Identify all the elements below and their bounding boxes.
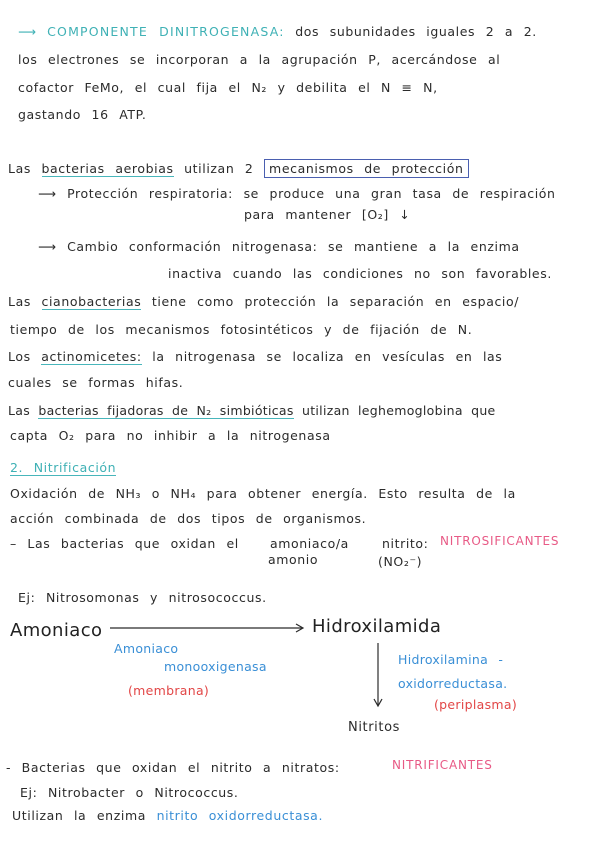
text: tiene como protección la separación en espacio/ [151,294,520,309]
nitrito-oxidorreductasa-term: nitrito oxidorreductasa. [156,808,324,823]
enzyme1-location: (membrana) [128,683,210,698]
cyanobacteria-line [8,294,519,309]
symbiotic-bacteria-term: bacterias fijadoras de N₂ simbióticas [38,403,294,418]
nitrosificantes-line [10,536,239,551]
amoniaco-node: Amoniaco [10,620,103,641]
dinitrogenasa-heading-line [18,24,537,39]
actinomycetes-line [8,349,502,364]
text-line: inactiva cuando las condiciones no son favorables. [168,266,552,281]
protection-item-respiratory [38,186,556,201]
nitrificantes-label: NITRIFICANTES [392,758,493,772]
aerobic-bacteria-term: bacterias aerobias [41,161,174,176]
text: Las [8,403,31,418]
text-line: capta O₂ para no inhibir a la nitrogenasa [10,428,331,443]
text-line: los electrones se incorporan a la agrupación P, acercándose al [18,52,501,67]
section-title-dinitrogenasa: COMPONENTE DINITROGENASA: [47,24,285,39]
enzyme2-name-a: Hidroxilamina - [398,652,504,667]
text-line: cuales se formas hifas. [8,375,184,390]
text: la nitrogenasa se localiza en vesículas en las [152,349,503,364]
actinomycetes-term: actinomicetes: [41,349,142,364]
item-label: ⟶ Cambio conformación nitrogenasa: [38,239,318,254]
enzyme-line [12,808,323,823]
amonio-word: amonio [268,552,319,567]
text: utilizan 2 [184,161,254,176]
enzyme1-name-a: Amoniaco [114,641,179,656]
enzyme2-name-b: oxidorreductasa. [398,676,508,691]
text: Las [8,294,31,309]
section-title-nitrificacion [10,460,116,475]
enzyme2-location: (periplasma) [434,697,518,712]
text-line: acción combinada de dos tipos de organismos. [10,511,367,526]
text-line: para mantener [O₂] ↓ [244,207,411,222]
protection-item-conformation [38,239,520,254]
hidroxilamida-node: Hidroxilamida [312,616,442,637]
text-line: Ej: Nitrosomonas y nitrosococcus. [18,590,267,605]
item-text: se produce una gran tasa de respiración [243,186,556,201]
title-rest: dos subunidades iguales 2 a 2. [295,24,537,39]
text-line: gastando 16 ATP. [18,107,147,122]
cyanobacteria-term: cianobacterias [41,294,142,309]
arrow-hidroxilamida-to-nitritos [370,643,386,709]
text: Los [8,349,31,364]
protection-mechanisms-box: mecanismos de protección [264,159,468,178]
protection-intro-line [8,161,469,176]
amoniaco-amonio-word: amoniaco/a [270,536,349,551]
text: – Las bacterias que oxidan el [10,536,239,551]
no2-formula: (NO₂⁻) [378,554,423,569]
text-line: tiempo de los mecanismos fotosintéticos y de fijación de N. [10,322,473,337]
text: - Bacterias que oxidan el nitrito a nitratos: [6,760,340,775]
text: utilizan leghemoglobina que [301,403,496,418]
text-line: Oxidación de NH₃ o NH₄ para obtener energía. Esto resulta de la [10,486,516,501]
symbiotic-line [8,403,496,418]
section-title-text: 2. Nitrificación [10,460,117,475]
text-line: cofactor FeMo, el cual fija el N₂ y debilita el N ≡ N, [18,80,438,95]
nitritos-node: Nitritos [348,720,401,735]
enzyme1-name-b: monooxigenasa [164,659,267,674]
text: Utilizan la enzima [12,808,146,823]
item-text: se mantiene a la enzima [328,239,520,254]
nitrito-word: nitrito: [382,536,429,551]
text: Las [8,161,31,176]
item-label: ⟶ Protección respiratoria: [38,186,233,201]
text-line: Ej: Nitrobacter o Nitrococcus. [20,785,239,800]
nitrificantes-line [6,760,340,775]
arrow-icon: ⟶ [18,24,37,39]
nitrosificantes-label: NITROSIFICANTES [440,534,560,548]
arrow-amoniaco-to-hidroxilamida [110,620,310,636]
